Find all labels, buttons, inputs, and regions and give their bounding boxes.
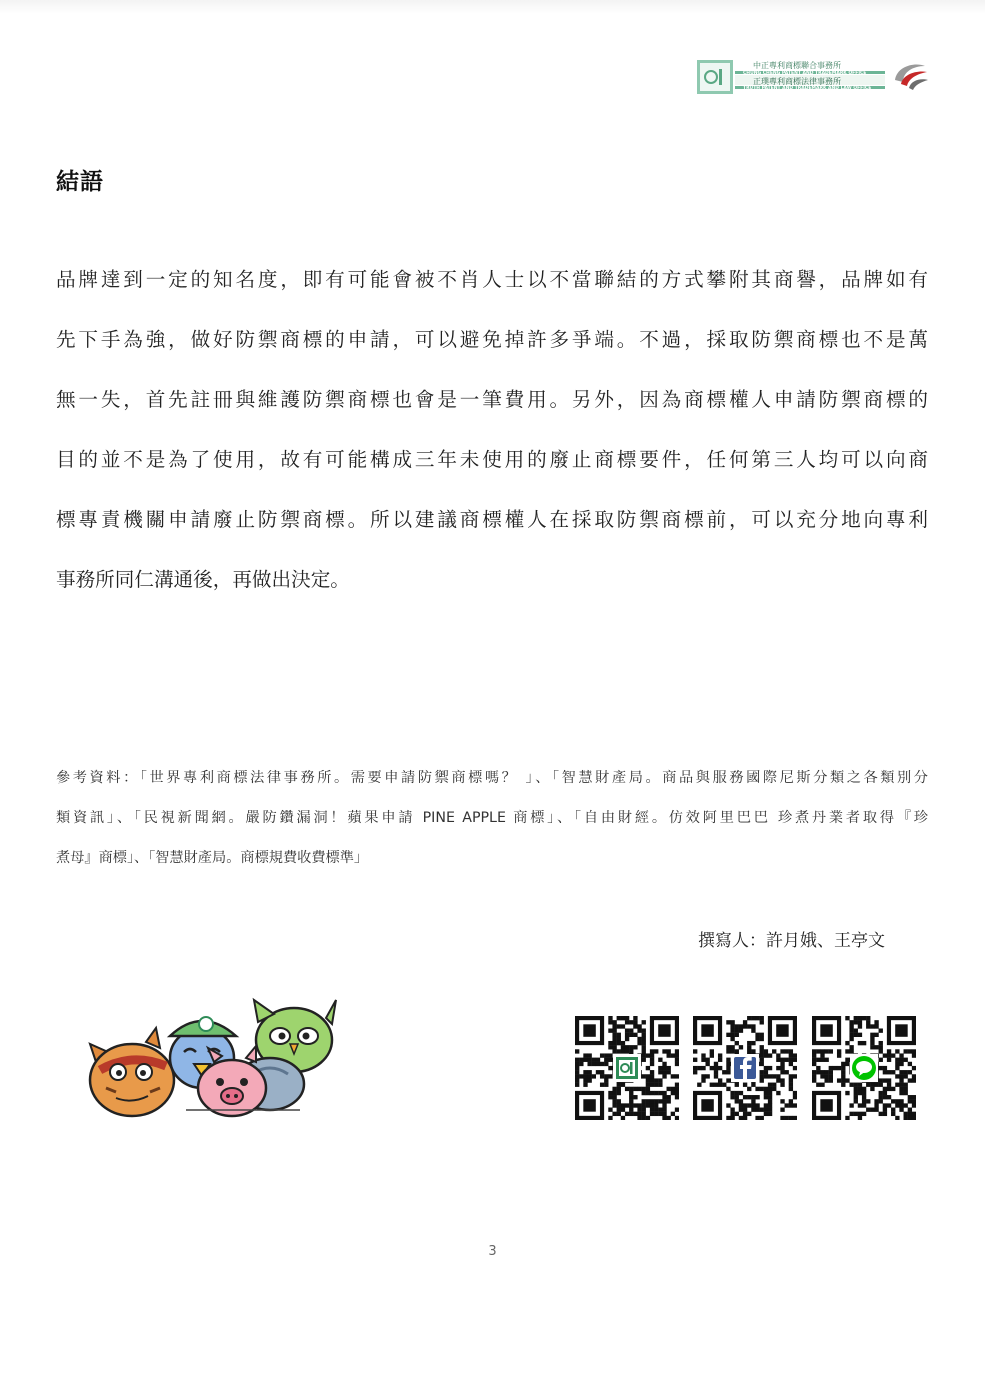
page-number: 3 [488, 1244, 497, 1259]
qr-code-line[interactable] [812, 1016, 916, 1120]
conclusion-paragraph [56, 250, 928, 610]
qr-code-facebook[interactable] [693, 1016, 797, 1120]
mascot-illustration [86, 992, 346, 1122]
paragraph-line: 先下手為強，做好防禦商標的申請，可以避免掉許多爭端。不過，採取防禦商標也不是萬 [56, 328, 928, 351]
section-title: 結語 [56, 169, 104, 195]
paragraph-line: 事務所同仁溝通後，再做出決定。 [56, 568, 350, 591]
paragraph-line: 品牌達到一定的知名度，即有可能會被不肖人士以不當聯結的方式攀附其商譽，品牌如有 [56, 268, 928, 291]
logo-name-secondary: 正璞專利商標法律事務所 [753, 77, 841, 86]
paragraph-line: 無一失，首先註冊與維護防禦商標也會是一筆費用。另外，因為商標權人申請防禦商標的 [56, 388, 928, 411]
paragraph-line: 標專責機關申請廢止防禦商標。所以建議商標權人在採取防禦商標前，可以充分地向專利 [56, 508, 928, 531]
firm-logo [697, 58, 929, 96]
logo-name-primary-en: CHUNG CHENG PATENT AND TRADEMARK OFFICE [743, 71, 867, 76]
reference-line: 參考資料：「世界專利商標法律事務所。需要申請防禦商標嗎？ 」、「智慧財產局。商品與服務國際尼斯分類之各類別分 [56, 770, 928, 786]
author-credit: 撰寫人：許月娥、王亭文 [698, 931, 885, 951]
logo-name-primary: 中正專利商標聯合事務所 [753, 61, 841, 70]
line-icon [850, 1054, 878, 1082]
logo-name-secondary-en: TRUTH PATENT AND TRADEMARK AND LAW OFFICE [743, 86, 872, 91]
website-logo-icon [613, 1054, 641, 1082]
top-band [0, 0, 985, 14]
qr-code-website[interactable] [575, 1016, 679, 1120]
paragraph-line: 目的並不是為了使用，故有可能構成三年未使用的廢止商標要件，任何第三人均可以向商 [56, 448, 928, 471]
reference-line: 煮母』商標」、「智慧財產局。商標規費收費標準」 [56, 850, 369, 866]
reference-line: 類資訊」、「民視新聞網。嚴防鑽漏洞！蘋果申請 PINE APPLE 商標」、「自由財經。仿效阿里巴巴 珍煮丹業者取得『珍 [56, 810, 928, 826]
references [56, 758, 928, 878]
facebook-icon [731, 1054, 759, 1082]
